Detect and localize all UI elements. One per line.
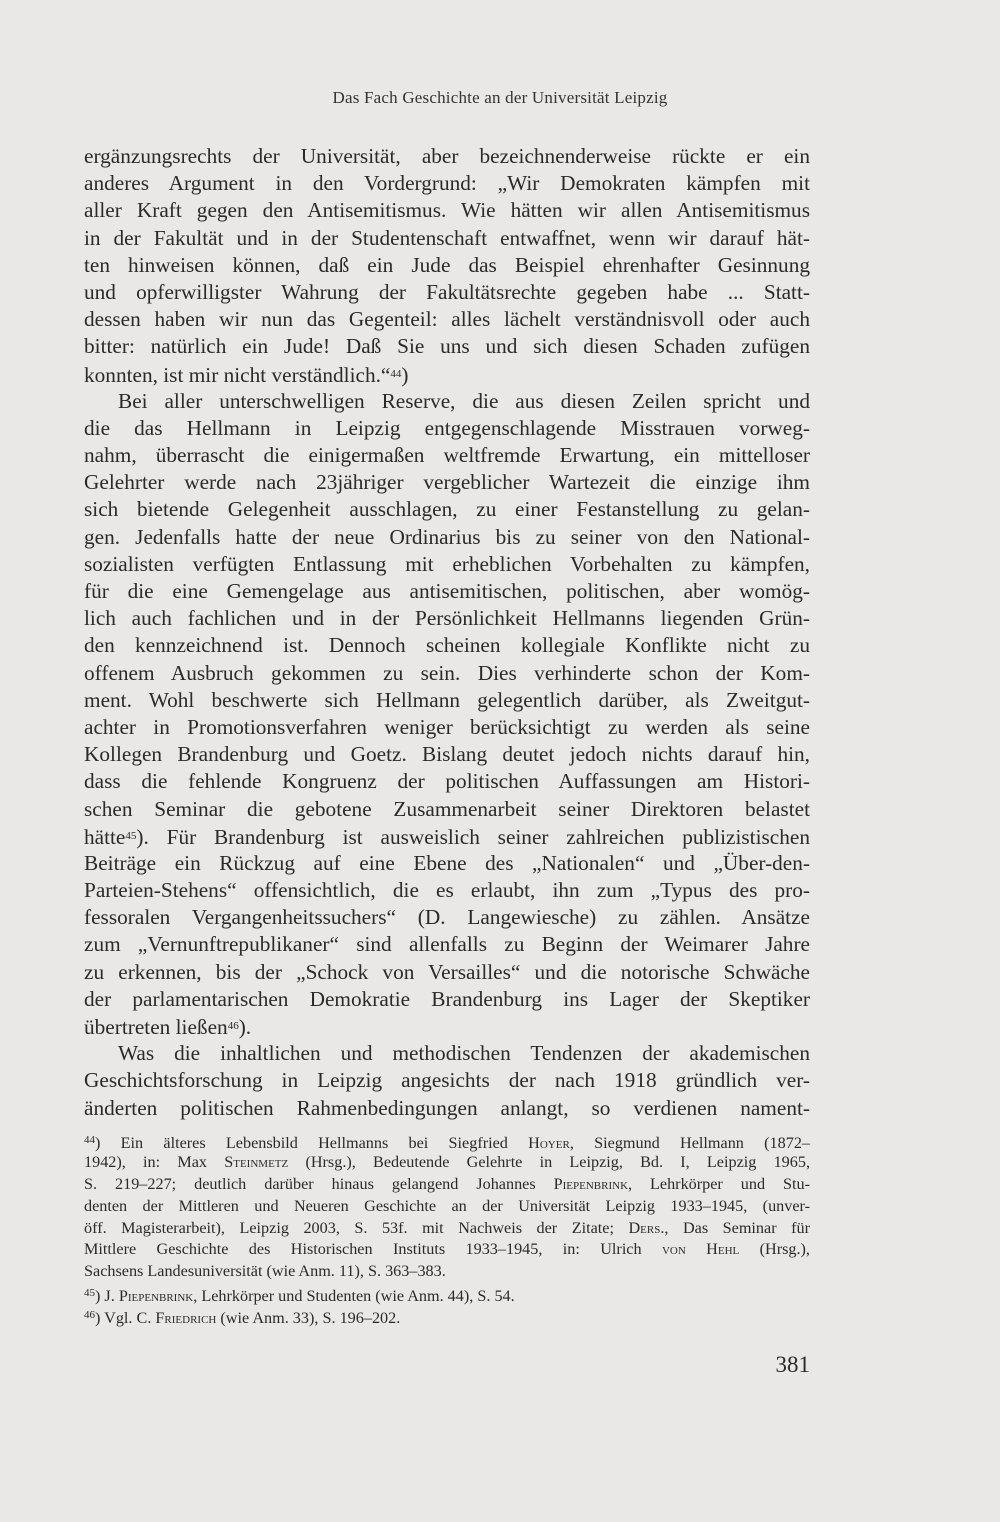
footnote-marker: 45 <box>84 1287 95 1300</box>
text-line: zum „Vernunftrepublikaner“ sind allenfalls zu Beginn der Weimarer Jahre <box>84 932 810 957</box>
footnote-46: $^{46}$) Vgl. C. Friedrich (wie Anm. 33), S. 196–202. <box>84 1309 401 1328</box>
footnote-line: S. 219–227; deutlich darüber hinaus gelangend Johannes Piepenbrink, Lehrkörper und Stu- <box>84 1174 811 1193</box>
footnote-line: Sachsens Landesuniversität (wie Anm. 11), S. 363–383. <box>84 1262 446 1281</box>
footnote-line: 1942), in: Max Steinmetz (Hrsg.), Bedeutende Gelehrte in Leipzig, Bd. I, Leipzig 1965, <box>84 1152 810 1171</box>
text-line: Kollegen Brandenburg und Goetz. Bislang deutet jedoch nichts darauf hin, <box>84 742 810 767</box>
text-line: bitter: natürlich ein Jude! Daß Sie uns und sich diesen Schaden zufügen <box>84 334 810 359</box>
text-line: Gelehrter werde nach 23jähriger vergeblicher Wartezeit die einzige ihm <box>84 470 810 495</box>
text-line: ten hinweisen können, daß ein Jude das Beispiel ehrenhafter Gesinnung <box>84 252 810 277</box>
text-line: für die eine Gemengelage aus antisemitischen, politischen, aber womög- <box>84 579 810 603</box>
text-line: sich bietende Gelegenheit ausschlagen, zu einer Festanstellung zu gelan- <box>84 497 810 522</box>
footnote-ref-44[interactable]: 44 <box>390 367 402 380</box>
footnote-44: $^{44}$) Ein älteres Lebensbild Hellmanns bei Siegfried Hoyer, Siegmund Hellmann (1872– <box>84 1134 811 1152</box>
page-number: 381 <box>775 1352 810 1377</box>
main-text <box>84 143 810 1122</box>
footnote-line: öff. Magisterarbeit), Leipzig 2003, S. 53f. mit Nachweis der Zitate; Ders., Das Seminar für <box>84 1218 810 1237</box>
footnote-ref-46[interactable]: 46 <box>227 1020 239 1032</box>
text-line: und opferwilligster Wahrung der Fakultätsrechte gegeben habe ... Statt- <box>84 279 810 304</box>
text-line: ment. Wohl beschwerte sich Hellmann gelegentlich darüber, als Zweitgut- <box>84 687 810 712</box>
text-line: änderten politischen Rahmenbedingungen anlangt, so verdienen nament- <box>84 1095 810 1120</box>
text-line: übertreten ließen$^{46}$). <box>84 1015 252 1039</box>
text-line: nahm, überrascht die einigermaßen weltfremde Erwartung, ein mittelloser <box>84 443 810 468</box>
text-line: gen. Jedenfalls hatte der neue Ordinarius bis zu seiner von den National- <box>84 524 810 549</box>
text-line: in der Fakultät und in der Studentenschaft entwaffnet, wenn wir darauf hät- <box>84 225 810 250</box>
text-line: Bei aller unterschwelligen Reserve, die aus diesen Zeilen spricht und <box>118 388 810 413</box>
text-line: anderes Argument in den Vordergrund: „Wir Demokraten kämpfen mit <box>84 171 810 196</box>
text-line: sozialisten verfügten Entlassung mit erheblichen Vorbehalten zu kämpfen, <box>84 551 810 576</box>
text-line: den kennzeichnend ist. Dennoch scheinen kollegiale Konflikte nicht zu <box>84 633 810 658</box>
footnote-line: denten der Mittleren und Neueren Geschichte an der Universität Leipzig 1933–1945, (unver- <box>84 1196 810 1215</box>
text-line: dass die fehlende Kongruenz der politischen Auffassungen am Histori- <box>84 769 810 794</box>
text-line: Was die inhaltlichen und methodischen Tendenzen der akademischen <box>118 1041 810 1066</box>
text-line: offenem Ausbruch gekommen zu sein. Dies verhinderte schon der Kom- <box>84 660 810 685</box>
text-line: schen Seminar die gebotene Zusammenarbeit seiner Direktoren belastet <box>84 796 810 821</box>
text-line: der parlamentarischen Demokratie Brandenburg ins Lager der Skeptiker <box>84 986 810 1011</box>
text-line: konnten, ist mir nicht verständlich.“$^{44}$) <box>84 362 409 387</box>
text-line: Geschichtsforschung in Leipzig angesichts der nach 1918 gründlich ver- <box>84 1068 810 1093</box>
running-header: Das Fach Geschichte an der Universität Leipzig <box>332 88 668 107</box>
footnotes <box>84 1130 810 1327</box>
text-line: zu erkennen, bis der „Schock von Versailles“ und die notorische Schwäche <box>84 959 810 984</box>
text-line: aller Kraft gegen den Antisemitismus. Wie hätten wir allen Antisemitismus <box>84 198 810 223</box>
text-line: lich auch fachlichen und in der Persönlichkeit Hellmanns liegenden Grün- <box>84 606 810 631</box>
text-line: achter in Promotionsverfahren weniger berücksichtigt zu werden als seine <box>84 714 810 739</box>
text-line: Parteien-Stehens“ offensichtlich, die es erlaubt, ihn zum „Typus des pro- <box>84 878 810 903</box>
footnote-ref-45[interactable]: 45 <box>125 829 137 842</box>
text-line: dessen haben wir nun das Gegenteil: alles lächelt verständnisvoll oder auch <box>84 307 810 332</box>
text-line: ergänzungsrechts der Universität, aber bezeichnenderweise rückte er ein <box>84 144 810 168</box>
footnote-45: $^{45}$) J. Piepenbrink, Lehrkörper und Studenten (wie Anm. 44), S. 54. <box>84 1287 515 1306</box>
text-line: Beiträge ein Rückzug auf eine Ebene des „Nationalen“ und „Über-den- <box>84 850 810 875</box>
footnote-marker: 46 <box>84 1309 95 1322</box>
text-line: hätte$^{45}$). Für Brandenburg ist ausweislich seiner zahlreichen publizistischen <box>84 824 810 849</box>
text-line: fessoralen Vergangenheitssuchers“ (D. Langewiesche) zu zählen. Ansätze <box>84 905 810 930</box>
footnote-line: Mittlere Geschichte des Historischen Instituts 1933–1945, in: Ulrich von Hehl (Hrsg.), <box>84 1240 810 1259</box>
footnote-marker: 44 <box>84 1134 95 1146</box>
text-line: die das Hellmann in Leipzig entgegenschlagende Misstrauen vorweg- <box>84 415 810 440</box>
